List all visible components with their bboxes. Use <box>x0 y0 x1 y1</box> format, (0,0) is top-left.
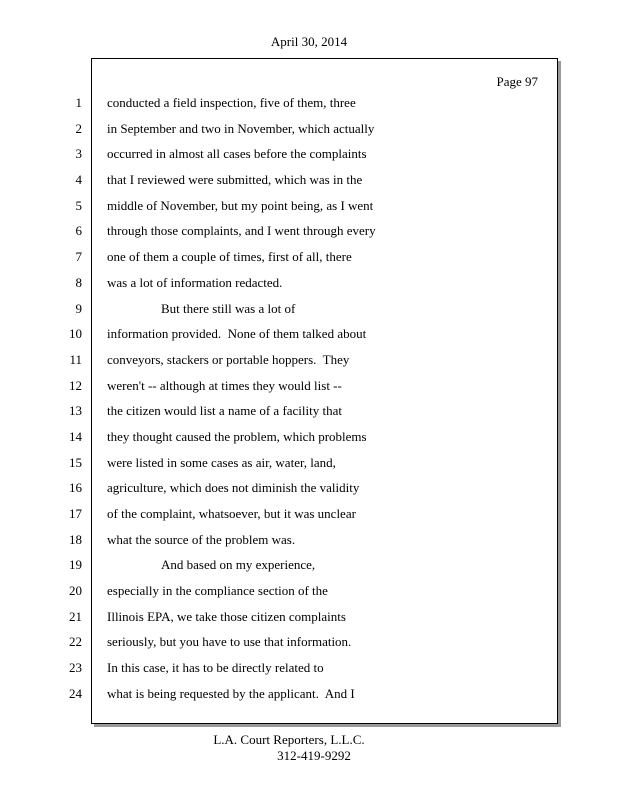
footer-phone: 312-419-9292 <box>277 748 351 763</box>
line-number: 3 <box>75 146 82 162</box>
line-number: 20 <box>69 583 82 599</box>
transcript-line: in September and two in November, which actually <box>107 120 375 136</box>
transcript-line: In this case, it has to be directly related to <box>107 660 324 676</box>
line-number: 24 <box>69 685 82 701</box>
transcript-line: were listed in some cases as air, water, land, <box>107 454 336 470</box>
line-number: 19 <box>69 557 82 573</box>
transcript-line: agriculture, which does not diminish the validity <box>107 480 360 496</box>
line-number: 16 <box>69 480 82 496</box>
transcript-line: information provided. None of them talked about <box>107 326 367 342</box>
transcript-line: of the complaint, whatsoever, but it was unclear <box>107 506 356 521</box>
transcript-line: the citizen would list a name of a facility that <box>107 403 343 419</box>
line-number: 23 <box>69 660 82 676</box>
line-number: 9 <box>75 300 82 316</box>
line-number: 12 <box>69 377 82 393</box>
transcript-line: that I reviewed were submitted, which was in the <box>107 172 363 188</box>
transcript-line: through those complaints, and I went through every <box>107 223 376 239</box>
transcript-line: especially in the compliance section of the <box>107 583 328 599</box>
transcript-line: one of them a couple of times, first of all, there <box>107 249 352 265</box>
transcript-line: was a lot of information redacted. <box>107 274 283 290</box>
line-number: 21 <box>69 608 82 624</box>
line-number: 8 <box>75 274 82 290</box>
line-number: 6 <box>75 223 82 239</box>
line-number: 14 <box>69 428 82 444</box>
line-number: 15 <box>69 454 82 470</box>
transcript-line: Illinois EPA, we take those citizen complaints <box>107 608 346 624</box>
footer <box>0 732 618 764</box>
transcript-text <box>107 90 547 707</box>
footer-company: L.A. Court Reporters, L.L.C. <box>213 732 365 747</box>
line-number: 7 <box>75 249 82 265</box>
transcript-line: what the source of the problem was. <box>107 531 296 547</box>
transcript-line: what is being requested by the applicant. And I <box>107 685 355 701</box>
transcript-line: conveyors, stackers or portable hoppers. They <box>107 351 350 367</box>
line-number: 2 <box>75 120 82 136</box>
header-date: April 30, 2014 <box>270 34 348 49</box>
line-number: 11 <box>69 351 82 367</box>
transcript-line: But there still was a lot of <box>161 300 296 316</box>
line-number: 18 <box>69 531 82 547</box>
transcript-line: conducted a field inspection, five of them, three <box>107 95 356 110</box>
transcript-line: middle of November, but my point being, as I went <box>107 197 374 213</box>
transcript-line: occurred in almost all cases before the complaints <box>107 146 367 162</box>
line-number: 13 <box>69 403 82 419</box>
line-number: 5 <box>75 197 82 213</box>
line-number: 22 <box>69 634 82 650</box>
transcript-line: they thought caused the problem, which problems <box>107 428 367 444</box>
transcript-line: weren't -- although at times they would list -- <box>107 377 342 393</box>
line-number: 4 <box>75 172 82 188</box>
line-number: 10 <box>69 326 82 342</box>
transcript-line: seriously, but you have to use that information. <box>107 634 352 650</box>
page-number: Page 97 <box>496 74 538 89</box>
line-number: 1 <box>75 95 82 110</box>
line-number-column <box>48 90 82 707</box>
transcript-line: And based on my experience, <box>161 557 316 573</box>
line-number: 17 <box>69 506 82 521</box>
